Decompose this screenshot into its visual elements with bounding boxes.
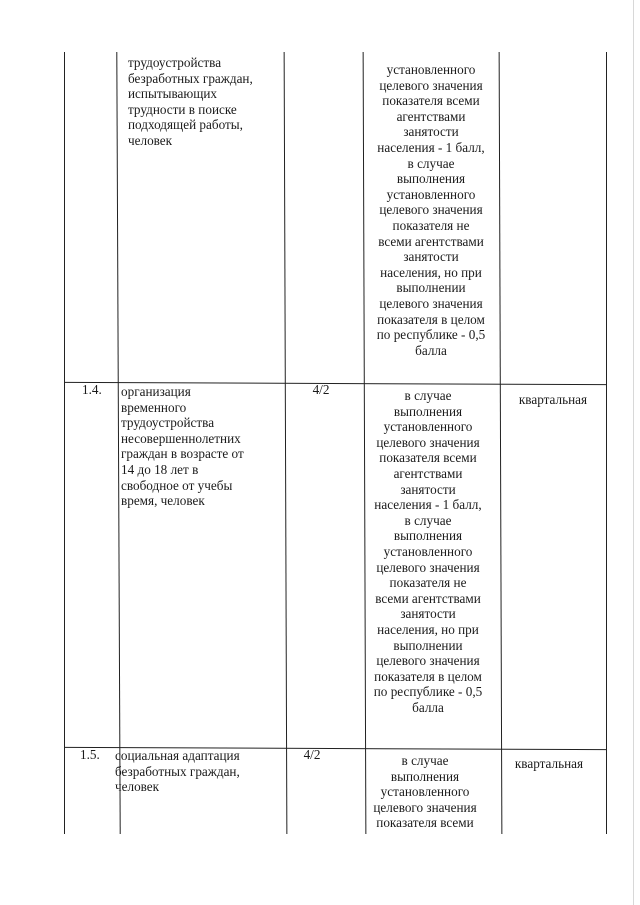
row-weight-cell: 4/2	[303, 747, 321, 762]
row-name-cell: социальная адаптация безработных граждан, человек	[115, 748, 240, 795]
row-periodicity-cell: квартальная	[518, 392, 588, 407]
row-criteria-cell: в случае выполнения установленного целевого значения показателя всеми агентствами занятости населения - 1 балл, в случае выполнения установленного целевого значения показателя не всеми агентствами занятости населения, но при выполнении целевого значения показателя в целом по республике - 0,5 балла	[373, 388, 483, 715]
row-criteria-cell: установленного целевого значения показателя всеми агентствами занятости населения - 1 балл, в случае выполнения установленного целевого значения показателя не всеми агентствами занятости населения, но при выполнении целевого значения показателя в целом по республике - 0,5 балла	[376, 62, 486, 358]
row-weight-cell: 4/2	[312, 382, 330, 397]
row-name-cell: организация временного трудоустройства несовершеннолетних граждан в возрасте от 14 до 18 лет в свободное от учебы время, человек	[121, 384, 244, 509]
row-number-cell: 1.5.	[80, 747, 100, 762]
scan-page-edge	[633, 0, 634, 905]
row-criteria-cell: в случае выполнения установленного целевого значения показателя всеми	[373, 753, 477, 831]
row-number-cell: 1.4.	[82, 382, 102, 397]
row-name-cell: трудоустройства безработных граждан, испытывающих трудности в поиске подходящей работы, человек	[128, 55, 253, 148]
column-divider-4	[499, 52, 503, 834]
table-border-left	[64, 52, 65, 834]
row-periodicity-cell: квартальная	[514, 756, 584, 771]
table-border-right	[606, 52, 607, 834]
